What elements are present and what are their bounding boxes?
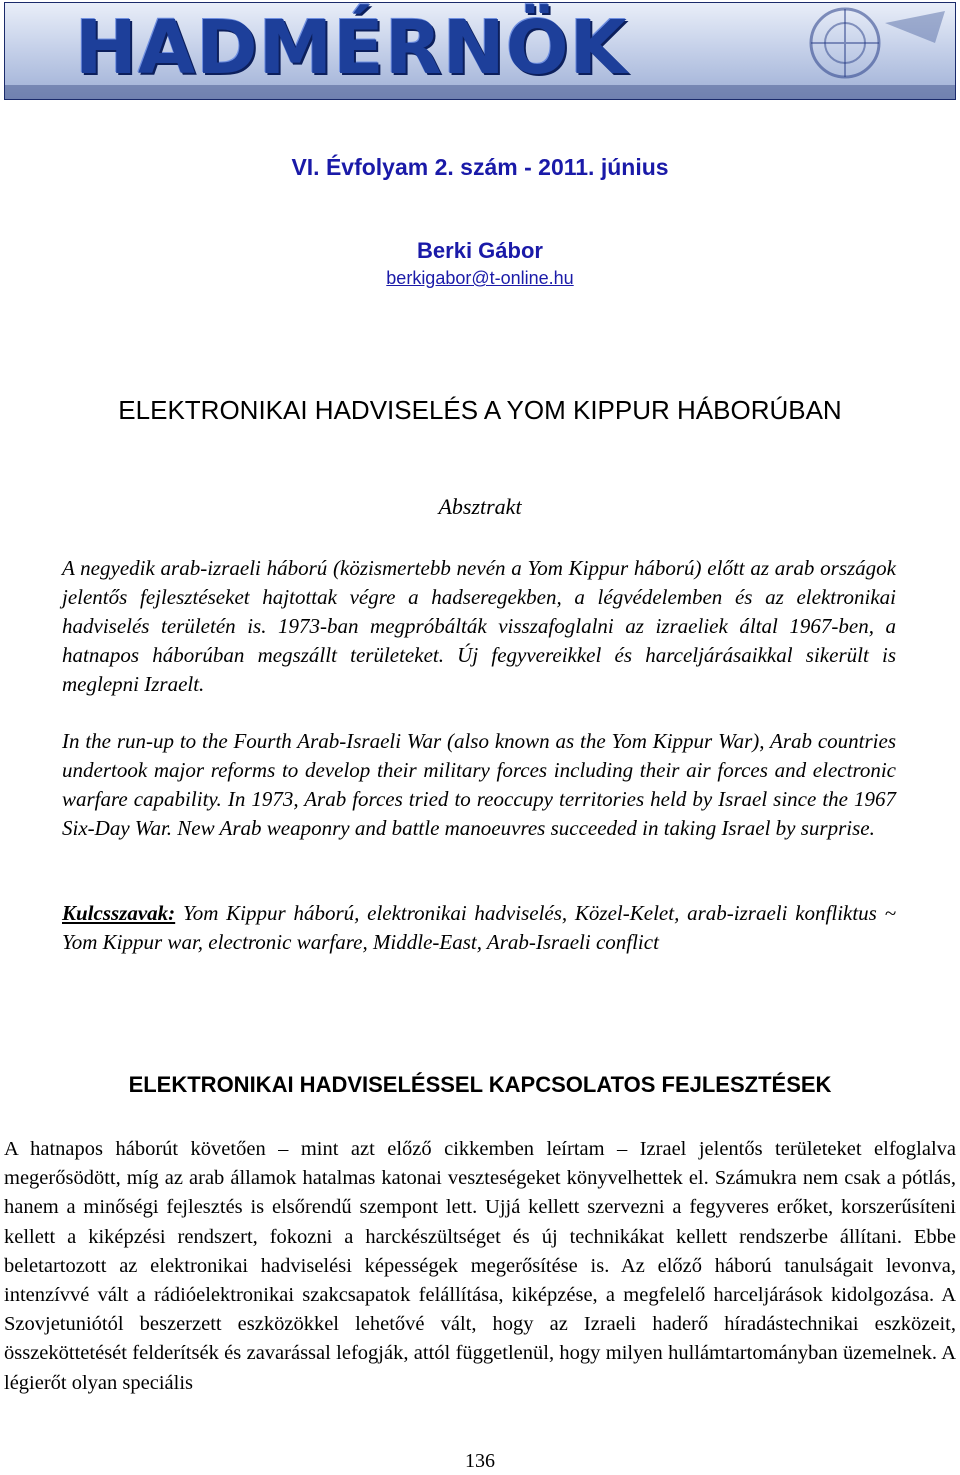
- keywords-text: Yom Kippur háború, elektronikai hadviselés, Közel-Kelet, arab-izraeli konfliktus ~ Yom Kippur war, electronic warfare, Middle-East, Arab-Israeli conflict: [62, 901, 896, 954]
- author-name: Berki Gábor: [417, 238, 543, 263]
- body-paragraph: A hatnapos háborút követően – mint azt előző cikkemben leírtam – Izrael jelentős területeket elfoglalva megerősödött, míg az arab államok hatalmas katonai veszteségeket könyvelhettek el. Számukra nem csak a pótlás, hanem a minőségi fejlesztés is elsőrendű szempont lett. Ujjá kellett szervezni a fegyveres erőket, korszerűsíteni kellett a kiképzési rendszert, fokozni a harckészültséget és új technikákat kellett rendszerbe állítani. Ebbe beletartozott az elektronikai hadviselési képességek megerősítése is. Az előző háború tanulságait levonva, intenzívvé vált a rádióelektronikai szakcsapatok felállítása, kiképzése, a megfelelő harceljárások kidolgozása. A Szovjetuniótól beszerzett eszközökkel lehetővé vált, hogy az Izraeli haderő híradástechnikai eszközeit, összeköttetését felderítsék és zavarással lefogják, attól függetlenül, hogy milyen hullámtartományban üzemelnek. A légierőt olyan speciális: [4, 1138, 956, 1394]
- article-title: ELEKTRONIKAI HADVISELÉS A YOM KIPPUR HÁBORÚBAN: [118, 395, 842, 425]
- abstract-hungarian: A negyedik arab-izraeli háború (közismertebb nevén a Yom Kippur háború) előtt az arab országok jelentős fejlesztéseket hajtottak végre a hadseregekben, a légvédelemben és az elektronikai hadviselés területén is. 1973-ban megpróbálták visszafoglalni az izraeliek által 1967-ben, a hatnapos háborúban megszállt területeket. Új fegyvereikkel és harceljárásaikkal sikerült is meglepni Izraelt.: [62, 556, 896, 696]
- abstract-english: In the run-up to the Fourth Arab-Israeli War (also known as the Yom Kippur War), Arab countries undertook major reforms to develop their military forces including their air forces and electronic warfare capability. In 1973, Arab forces tried to reoccupy territories held by Israel since the 1967 Six-Day War. New Arab weaponry and battle manoeuvres succeeded in taking Israel by surprise.: [62, 729, 896, 840]
- section-heading: ELEKTRONIKAI HADVISELÉSSEL KAPCSOLATOS FEJLESZTÉSEK: [128, 1072, 832, 1097]
- abstract-heading: Absztrakt: [438, 494, 522, 519]
- banner-logo-text: HADMÉRNÖK: [75, 5, 628, 91]
- keywords: [62, 899, 896, 957]
- issue-info: VI. Évfolyam 2. szám - 2011. június: [291, 154, 669, 180]
- author-email-link[interactable]: berkigabor@t-online.hu: [386, 268, 574, 288]
- keywords-label: Kulcsszavak:: [62, 901, 176, 925]
- journal-banner: [4, 2, 956, 100]
- page-number: 136: [465, 1450, 495, 1472]
